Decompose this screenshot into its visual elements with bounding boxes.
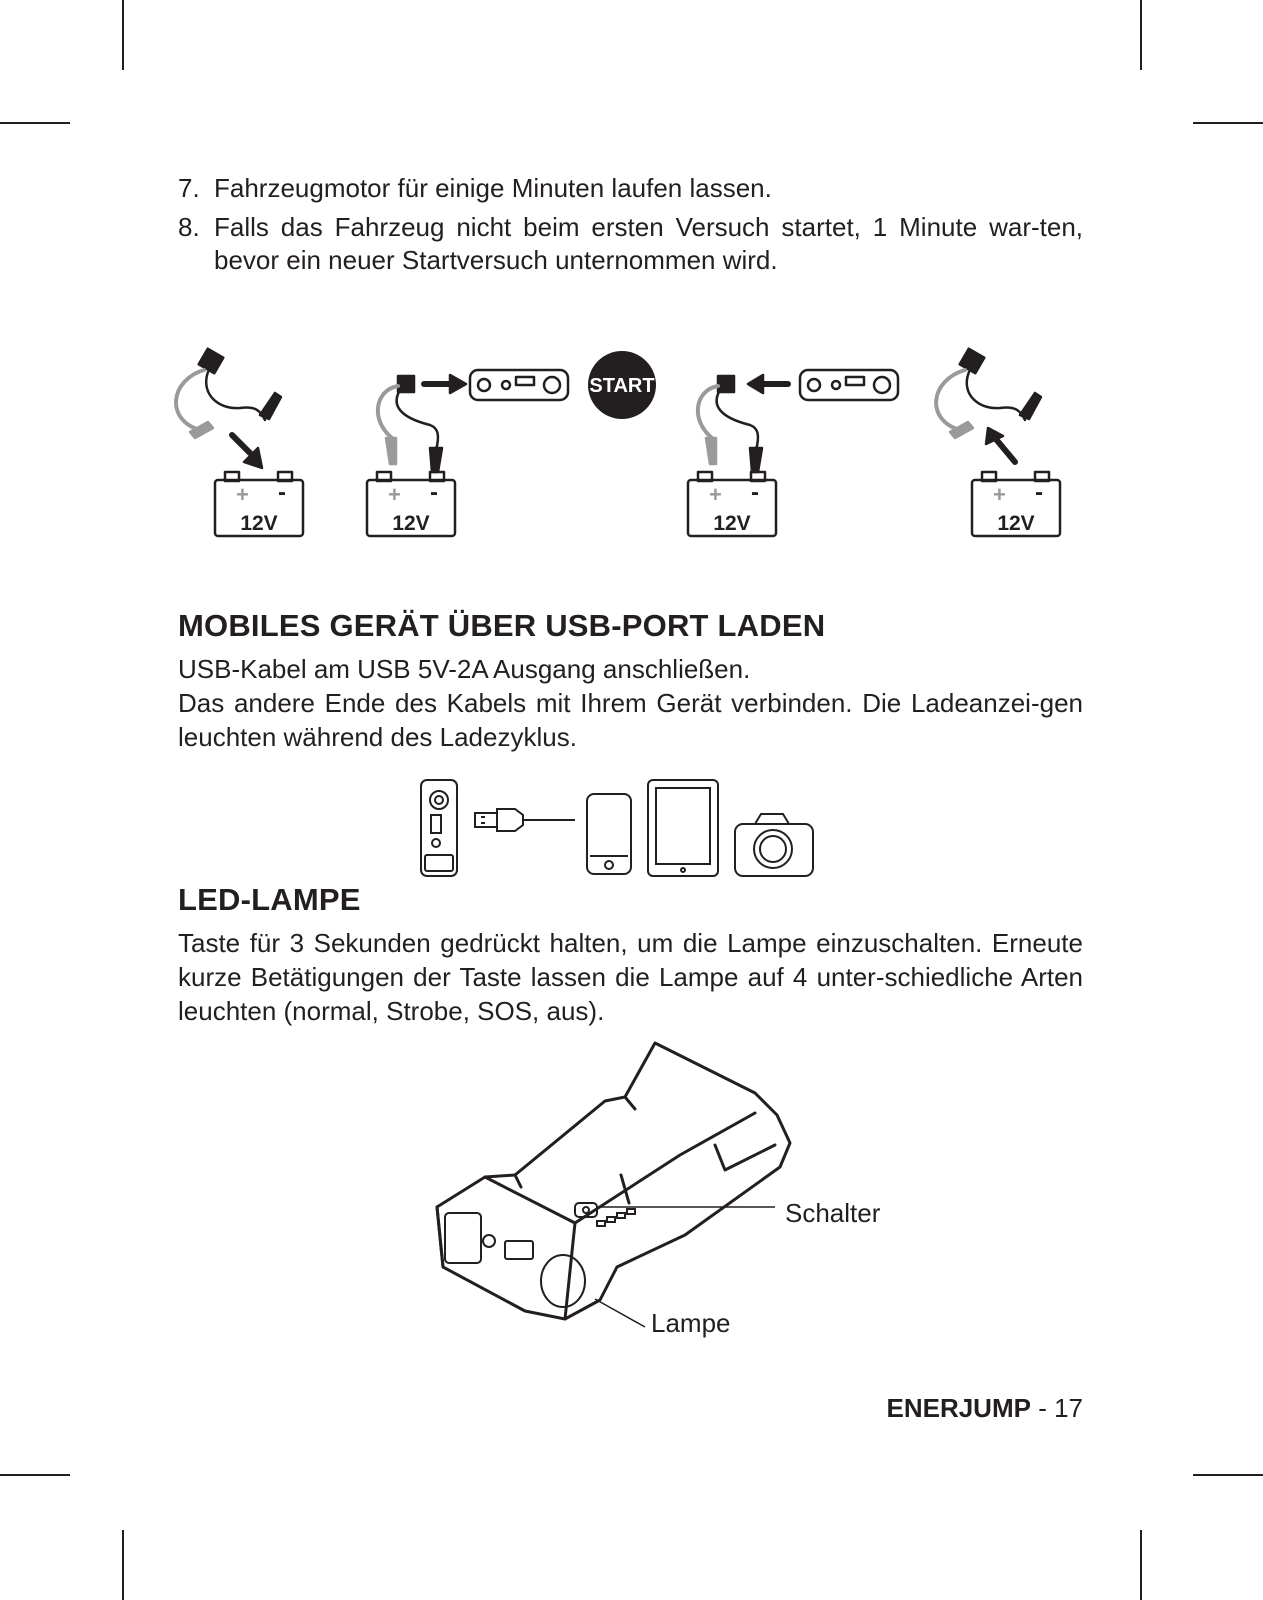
battery-minus: - [278,479,286,506]
step-number: 7. [178,173,200,203]
crop-mark [122,0,124,70]
crop-mark [0,122,70,124]
callout-line-lamp [595,1299,645,1327]
list-item [178,172,1083,205]
battery-plus: + [388,482,401,507]
callout-lamp: Lampe [651,1308,731,1338]
callout-switch: Schalter [785,1198,881,1228]
battery-plus: + [993,482,1006,507]
tablet-icon [648,780,718,876]
usb-charging-diagram [415,775,825,885]
step-number: 8. [178,212,200,242]
battery-plus: + [236,482,249,507]
battery-plus: + [709,482,722,507]
clamps-icon [936,349,1041,438]
crop-mark [1140,0,1142,70]
step-text: Fahrzeugmotor für einige Minuten laufen lassen. [214,173,772,203]
crop-mark [1140,1530,1142,1600]
footer-separator: - [1030,1393,1055,1423]
jumpstart-diagram [160,340,1100,555]
booster-icon [470,370,568,400]
usb-cable-icon [475,809,575,831]
crop-mark [1193,122,1263,124]
led-instructions: Taste für 3 Sekunden gedrückt halten, um die Lampe einzuschalten. Erneute kurze Betätigungen der Taste lassen die Lampe auf 4 unter-schiedliche Arten leuchten (normal, Strobe, SOS, aus). [178,928,1083,1026]
crop-mark [122,1530,124,1600]
power-bank-illustration [425,1035,805,1345]
battery-voltage: 12V [997,512,1035,535]
clamps-icon [698,376,762,472]
footer-brand: ENERJUMP [886,1393,1031,1423]
lamp-lens [541,1255,585,1307]
clamps-icon [176,349,281,438]
page-number: 17 [1054,1393,1083,1423]
usb-output-port [505,1241,533,1259]
cable-input-port [445,1213,481,1263]
battery-voltage: 12V [240,512,278,535]
battery-voltage: 12V [713,512,751,535]
start-label: START [589,375,655,397]
step-list [178,172,1083,283]
dc-input-port [483,1235,495,1247]
usb-heading: MOBILES GERÄT ÜBER USB-PORT LADEN [178,608,826,643]
battery-minus: - [751,479,759,506]
phone-icon [587,794,631,874]
usb-instruction-2: Das andere Ende des Kabels mit Ihrem Gerät verbinden. Die Ladeanzei-gen leuchten während des Ladezyklus. [178,688,1083,752]
usb-instruction-1: USB-Kabel am USB 5V-2A Ausgang anschließen. [178,654,751,684]
battery-minus: - [1035,479,1043,506]
crop-mark [1193,1474,1263,1476]
battery-minus: - [430,479,438,506]
clamps-icon [378,376,442,472]
list-item [178,211,1083,277]
crop-mark [0,1474,70,1476]
booster-icon [421,780,457,876]
page-footer [886,1393,1083,1424]
led-heading: LED-LAMPE [178,882,361,917]
booster-icon [800,370,898,400]
step-text: Falls das Fahrzeug nicht beim ersten Versuch startet, 1 Minute war-ten, bevor ein neuer Startversuch unternommen wird. [214,212,1083,275]
battery-voltage: 12V [392,512,430,535]
camera-icon [735,814,813,876]
